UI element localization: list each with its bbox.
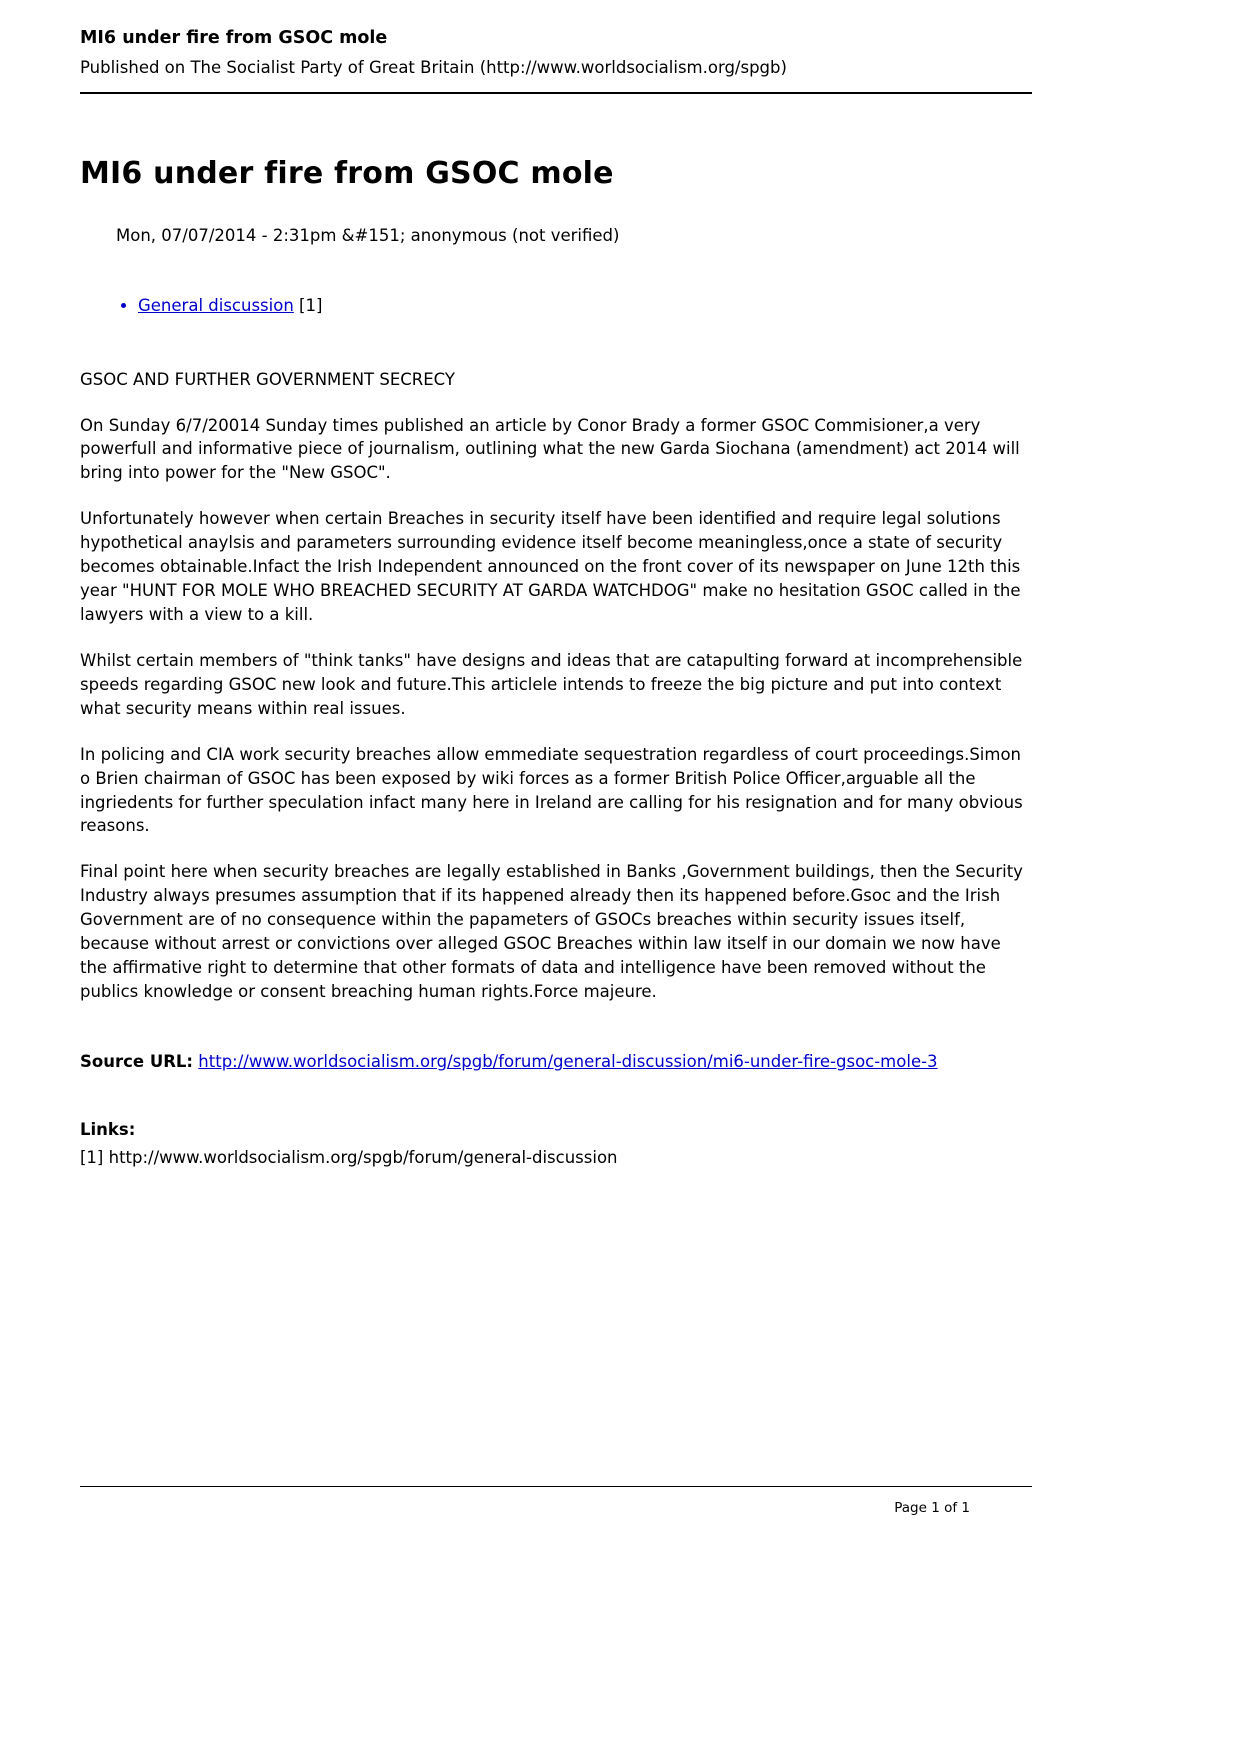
links-label: Links: [80,1119,136,1139]
article-body [80,152,1032,1169]
article-paragraph: Unfortunately however when certain Breaches in security itself have been identified and require legal solutions hypothetical anaylsis and parameters surrounding evidence itself become meaningless,once a state of security becomes obtainable.Infact the Irish Independent announced on the front cover of its newspaper on June 12th this year "HUNT FOR MOLE WHO BREACHED SECURITY AT GARDA WATCHDOG" make no hesitation GSOC called in the lawyers with a view to a kill. [80,509,1021,625]
category-list [80,294,1032,318]
article-paragraph: On Sunday 6/7/20014 Sunday times published an article by Conor Brady a former GSOC Commisioner,a very powerfull and informative piece of journalism, outlining what the new Garda Siochana (amendment) act 2014 will bring into power for the "New GSOC". [80,415,1020,483]
article-paragraph: Whilst certain members of "think tanks" have designs and ideas that are catapulting forward at incomprehensible speeds regarding GSOC new look and future.This articlele intends to freeze the big picture and put into context what security means within real issues. [80,650,1023,718]
article-paragraph: In policing and CIA work security breaches allow emmediate sequestration regardless of court proceedings.Simon o Brien chairman of GSOC has been exposed by wiki forces as a former British Police Officer,arguable all the ingriedents for further speculation infact many here in Ireland are calling for his resignation and for many obvious reasons. [80,744,1023,836]
category-list-item [138,294,1032,318]
document-title: MI6 under fire from GSOC mole [80,28,388,48]
article-paragraph: GSOC AND FURTHER GOVERNMENT SECRECY [80,369,455,389]
link-reference: [1] http://www.worldsocialism.org/spgb/forum/general-discussion [80,1147,618,1167]
footer-rule [80,1486,1032,1487]
category-link[interactable]: General discussion [138,295,294,315]
print-header [80,26,1032,80]
page-number: Page 1 of 1 [894,1500,970,1516]
source-url-block [80,1050,1032,1074]
page-footer [80,1486,1032,1519]
article-paragraphs [80,368,1032,1004]
category-ref: [1] [293,295,323,315]
links-heading [80,1118,1032,1142]
header-rule [80,92,1032,94]
submission-byline: Mon, 07/07/2014 - 2:31pm &#151; anonymous (not verified) [116,225,620,245]
article-paragraph: Final point here when security breaches are legally established in Banks ,Government buildings, then the Security Industry always presumes assumption that if its happened already then its happened before.Gsoc and the Irish Government are of no consequence within the papameters of GSOCs breaches within security issues itself, because without arrest or convictions over alleged GSOC Breaches within law itself in our domain we now have the affirmative right to determine that other formats of data and intelligence have been removed without the publics knowledge or consent breaching human rights.Force majeure. [80,862,1023,1001]
source-url-label: Source URL: [80,1051,194,1071]
article-title: MI6 under fire from GSOC mole [80,156,614,192]
published-line: Published on The Socialist Party of Great Britain (http://www.worldsocialism.org/spgb) [80,58,787,78]
source-url-link[interactable]: http://www.worldsocialism.org/spgb/forum/general-discussion/mi6-under-fire-gsoc-mole-3 [198,1051,938,1071]
